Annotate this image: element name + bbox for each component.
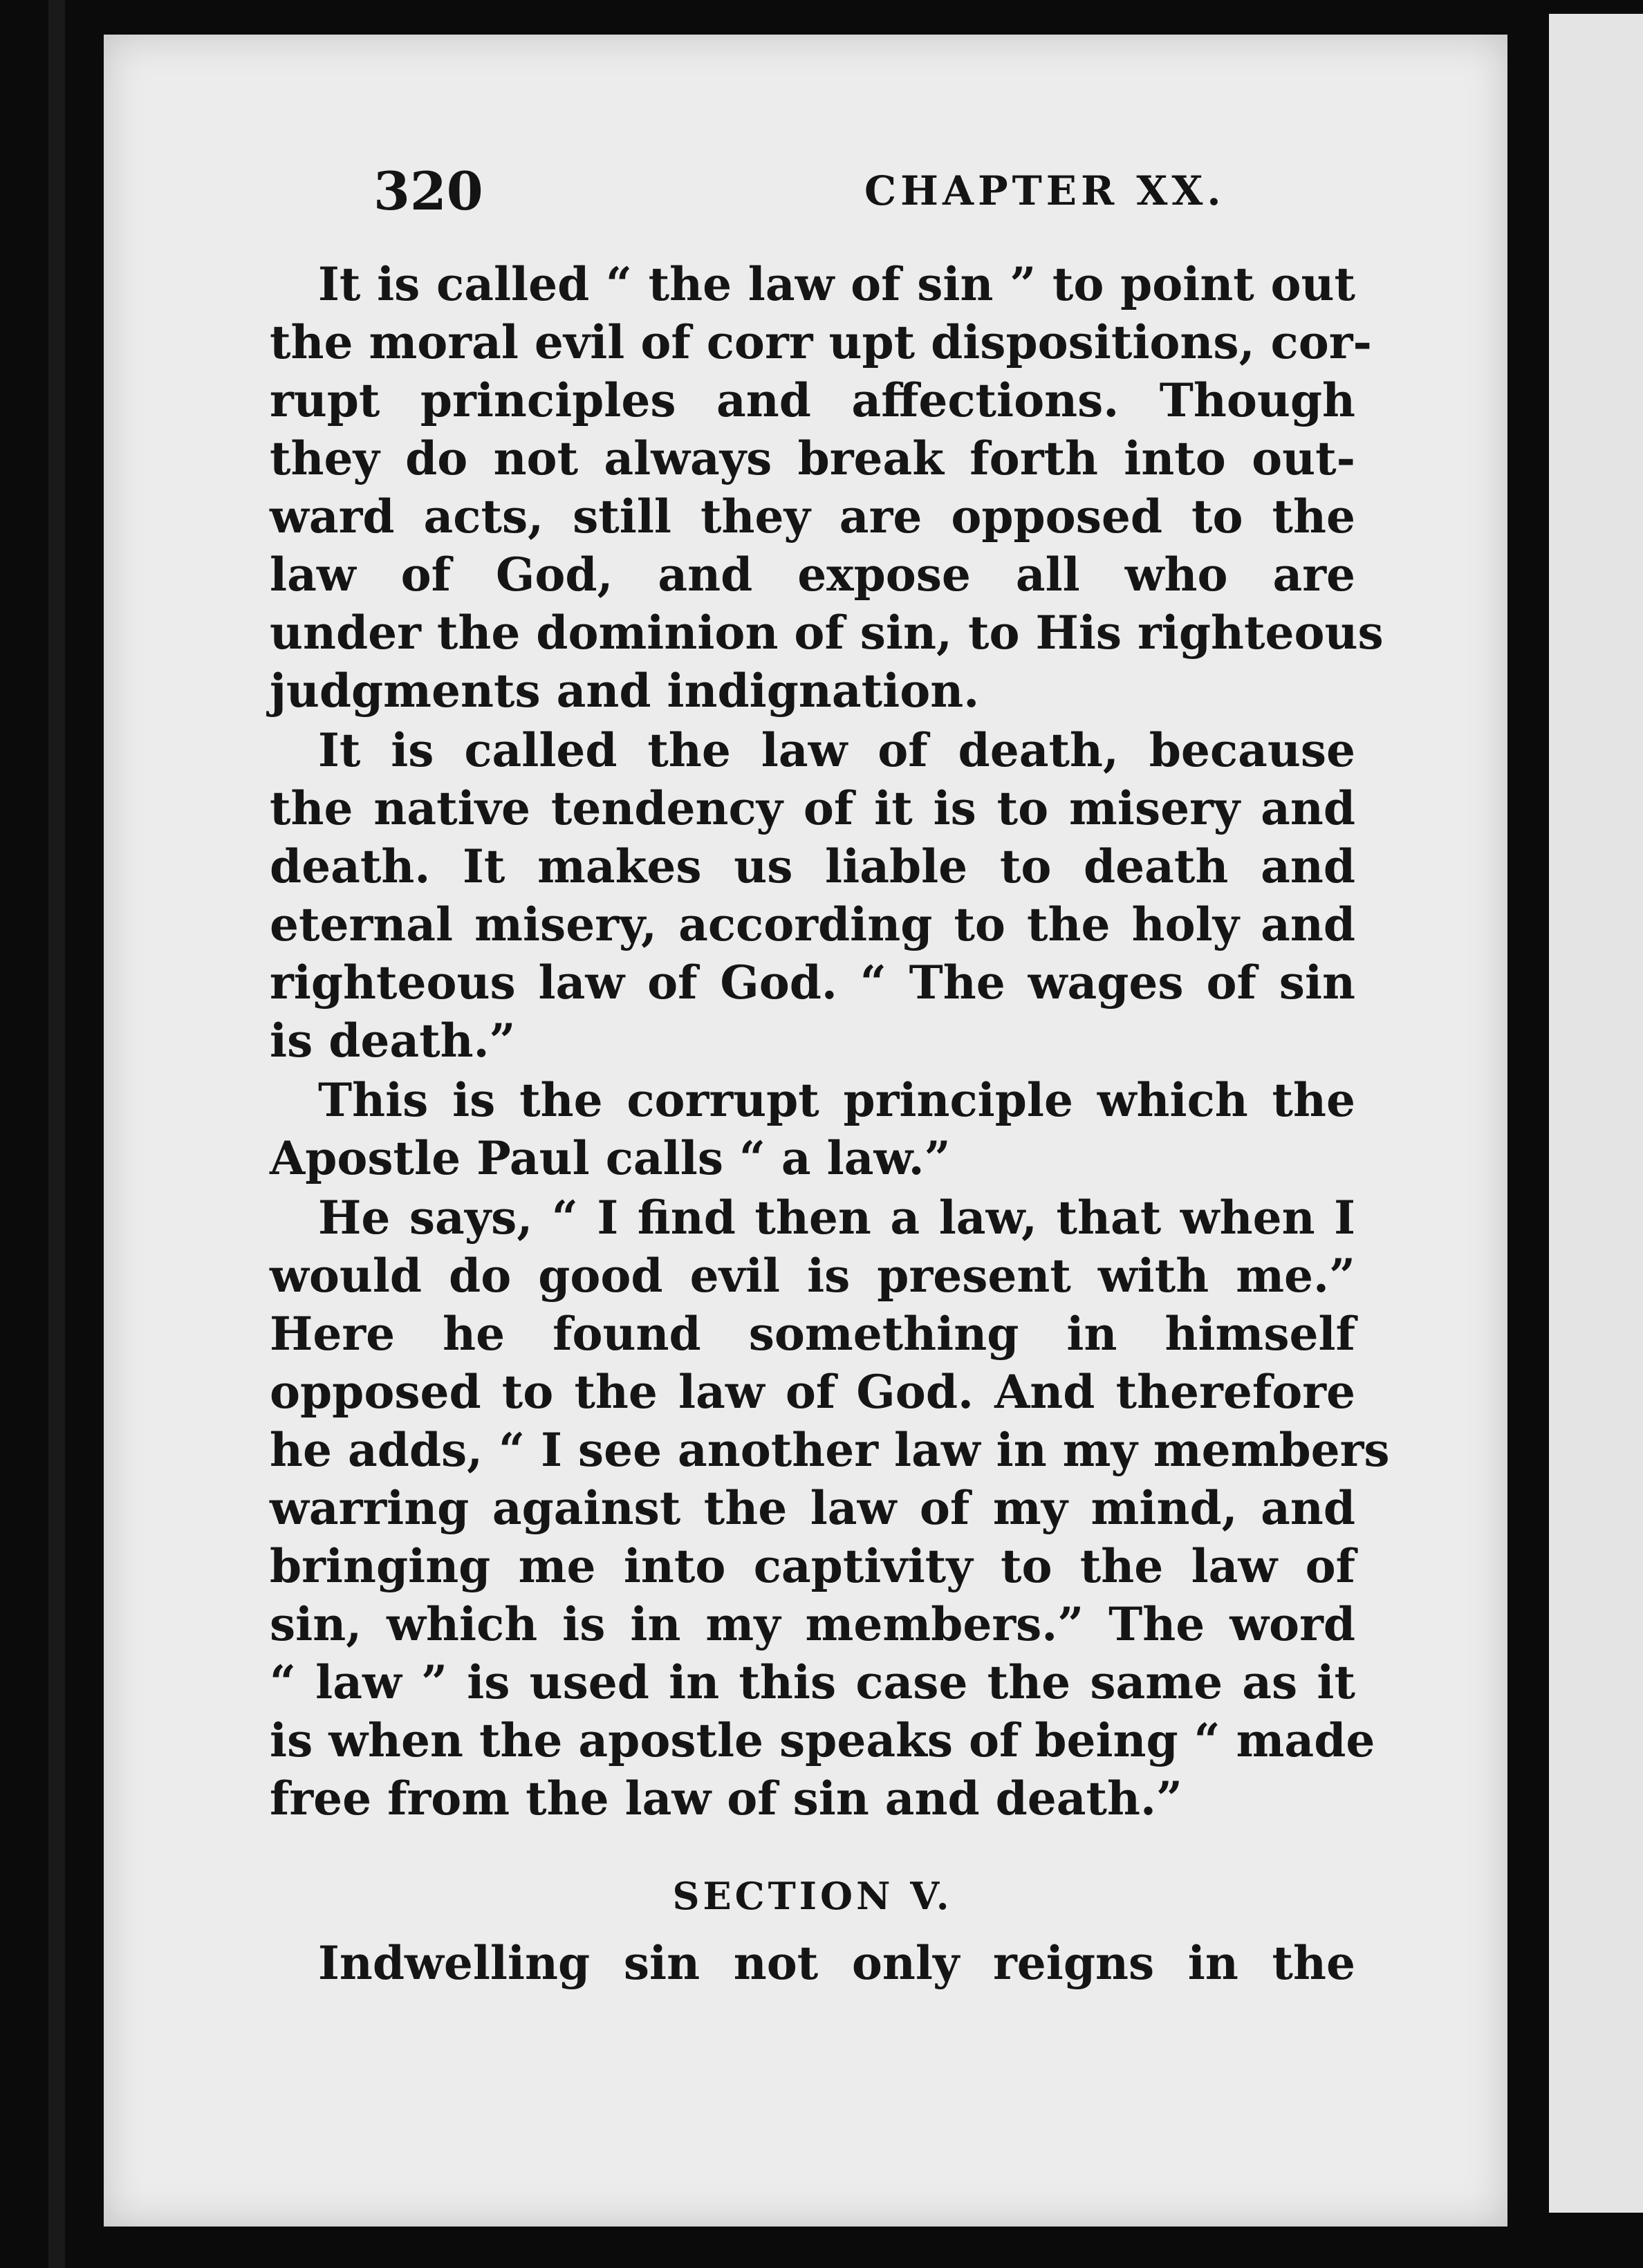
text-line: eternal misery, according to the holy and	[270, 898, 1355, 951]
text-line: the moral evil of corr upt dispositions, cor-	[270, 315, 1372, 369]
text-line: free from the law of sin and death.”	[270, 1772, 1182, 1825]
text-line: opposed to the law of God. And therefore	[270, 1365, 1355, 1419]
text-line: law of God, and expose all who are	[270, 548, 1355, 602]
text-line: they do not always break forth into out-	[270, 431, 1355, 485]
text-line: ward acts, still they are opposed to the	[270, 490, 1355, 543]
section-heading: SECTION V.	[672, 1874, 953, 1918]
text-line: would do good evil is present with me.”	[270, 1249, 1355, 1303]
book-spine-shadow	[48, 0, 65, 2268]
text-line: Here he found something in himself	[270, 1307, 1355, 1361]
text-line: sin, which is in my members.” The word	[270, 1597, 1355, 1651]
text-line: bringing me into captivity to the law of	[270, 1539, 1355, 1593]
adjacent-page-edge	[1549, 14, 1643, 2213]
text-line: the native tendency of it is to misery and	[270, 781, 1355, 835]
section-first-line: Indwelling sin not only reigns in the	[318, 1936, 1355, 1990]
text-line: Apostle Paul calls “ a law.”	[270, 1131, 951, 1185]
text-line: rupt principles and affections. Though	[270, 373, 1355, 427]
text-line: is when the apostle speaks of being “ made	[270, 1713, 1375, 1767]
text-line: righteous law of God. “ The wages of sin	[270, 956, 1355, 1010]
text-line: death. It makes us liable to death and	[270, 839, 1355, 893]
text-line: This is the corrupt principle which the	[318, 1073, 1355, 1127]
text-line: It is called “ the law of sin ” to point out	[318, 257, 1355, 311]
text-line: It is called the law of death, because	[318, 723, 1355, 777]
text-line: judgments and indignation.	[270, 664, 980, 718]
running-header	[270, 160, 1376, 230]
text-line: warring against the law of my mind, and	[270, 1481, 1355, 1535]
text-line: “ law ” is used in this case the same as it	[270, 1655, 1355, 1709]
text-line: He says, “ I find then a law, that when I	[318, 1191, 1355, 1245]
page-number: 320	[373, 160, 483, 222]
text-line: he adds, “ I see another law in my members	[270, 1423, 1390, 1477]
chapter-title: CHAPTER XX.	[864, 167, 1225, 214]
text-line: is death.”	[270, 1014, 516, 1068]
text-line: under the dominion of sin, to His righteous	[270, 606, 1384, 660]
